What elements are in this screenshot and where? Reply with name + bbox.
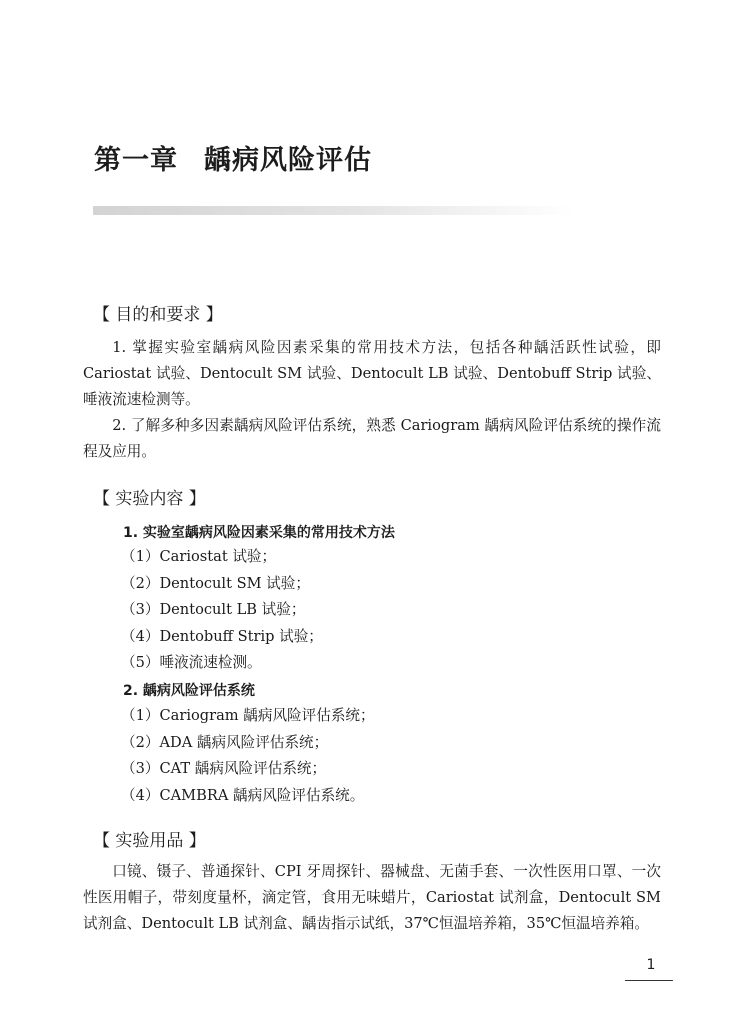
list-item: （4）Dentobuff Strip 试验； — [121, 627, 323, 645]
list-item: （1）Cariostat 试验； — [121, 548, 277, 565]
title-underline-bar — [93, 206, 573, 215]
list-item: （3）CAT 龋病风险评估系统； — [121, 760, 327, 777]
list-item: （2）ADA 龋病风险评估系统； — [121, 733, 329, 751]
list-item: （1）Cariogram 龋病风险评估系统； — [121, 707, 375, 724]
list-item: （3）Dentocult LB 试验； — [121, 601, 306, 618]
section-heading-supplies: 【 实验用品 】 — [93, 831, 206, 851]
content-list-2 — [121, 703, 375, 809]
section-heading-objectives: 【 目的和要求 】 — [93, 305, 223, 325]
chapter-name: 龋病风险评估 — [204, 145, 372, 176]
content-subheading-1: 1. 实验室龋病风险因素采集的常用技术方法 — [123, 525, 395, 541]
supplies-paragraph: 口镜、镊子、普通探针、CPI 牙周探针、器械盘、无菌手套、一次性医用口罩、一次性医用帽子，带刻度量杯，滴定管，食用无味蜡片，Cariostat 试剂盒，Dentocult SM 试剂盒、Dentocult LB 试剂盒、龋齿指示试纸，37℃恒温培养箱，35℃恒温培养箱。 — [83, 863, 661, 932]
chapter-title — [94, 138, 372, 177]
page-number-rule — [625, 980, 673, 981]
list-item: （2）Dentocult SM 试验； — [121, 574, 310, 592]
content-list-1 — [121, 544, 323, 677]
chapter-number: 第一章 — [94, 145, 178, 176]
page-number: 1 — [646, 957, 656, 973]
section-heading-content: 【 实验内容 】 — [93, 489, 206, 509]
objectives-paragraph-2: 2. 了解多种多因素龋病风险评估系统，熟悉 Cariogram 龋病风险评估系统的操作流程及应用。 — [83, 417, 661, 460]
objectives-paragraph-1: 1. 掌握实验室龋病风险因素采集的常用技术方法，包括各种龋活跃性试验，即 Cariostat 试验、Dentocult SM 试验、Dentocult LB 试验、Dentobuff Strip 试验、唾液流速检测等。 — [83, 339, 661, 408]
content-subheading-2: 2. 龋病风险评估系统 — [123, 683, 255, 699]
list-item: （4）CAMBRA 龋病风险评估系统。 — [121, 786, 365, 804]
list-item: （5）唾液流速检测。 — [121, 654, 262, 671]
